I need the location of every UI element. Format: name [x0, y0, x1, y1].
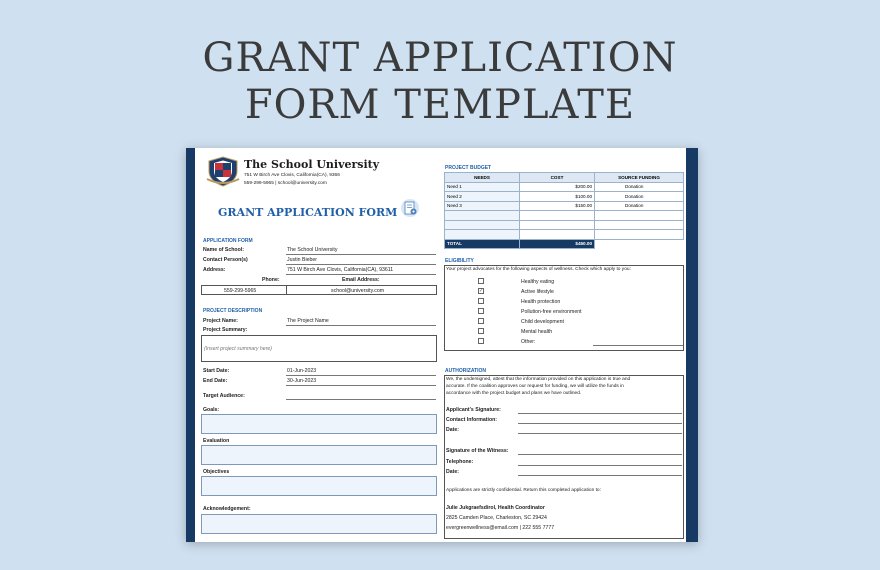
- budget-need[interactable]: Need 1: [445, 182, 520, 192]
- contact-information-label: Contact Information:: [446, 417, 498, 423]
- objectives-label: Objectives: [203, 469, 230, 475]
- target-audience-line: [286, 399, 436, 400]
- return-address: 2825 Camden Place, Charleston, SC 29424: [446, 515, 547, 521]
- eligibility-label: Child development: [521, 318, 564, 325]
- date-label-1: Date:: [446, 427, 459, 433]
- eligibility-label: Active lifestyle: [521, 288, 554, 295]
- budget-row: [445, 182, 684, 192]
- applicant-signature-label: Applicant's Signature:: [446, 407, 501, 413]
- project-budget-heading: PROJECT BUDGET: [445, 165, 492, 171]
- applicant-signature-line[interactable]: [518, 413, 682, 414]
- phone-label: Phone:: [262, 277, 280, 283]
- budget-col-source: SOURCE FUNDING: [595, 173, 684, 183]
- project-name-line: [286, 325, 436, 326]
- form-title: GRANT APPLICATION FORM: [218, 206, 398, 219]
- project-name-label: Project Name:: [203, 318, 238, 324]
- eligibility-label: Healthy eating: [521, 278, 555, 285]
- eligibility-checkbox[interactable]: [478, 318, 484, 324]
- page-title-line-1: GRANT APPLICATION: [202, 35, 678, 81]
- budget-source[interactable]: Donation: [595, 182, 684, 192]
- shield-logo-icon: [206, 155, 240, 187]
- target-audience-label: Target Audience:: [203, 393, 245, 399]
- budget-source[interactable]: Donation: [595, 201, 684, 211]
- authorization-text-1: We, the undersigned, attest that the information provided on this application is true and: [446, 377, 631, 382]
- school-name: The School University: [244, 158, 380, 171]
- budget-total-row: [445, 239, 684, 249]
- goals-box[interactable]: [201, 414, 437, 434]
- phone-value[interactable]: 559-299-5965: [224, 288, 257, 294]
- email-label: Email Address:: [342, 277, 380, 283]
- objectives-box[interactable]: [201, 476, 437, 496]
- budget-col-cost: COST: [520, 173, 595, 183]
- budget-cost[interactable]: $150.00: [520, 201, 595, 211]
- school-contact: 559-299-5965 | school@university.com: [244, 181, 327, 186]
- address-value[interactable]: 751 W Birch Ave Clovis, California(CA), 93611: [287, 267, 394, 273]
- start-date-value[interactable]: 01-Jun-2023: [287, 368, 317, 374]
- eligibility-checkbox[interactable]: [478, 328, 484, 334]
- contact-person-value[interactable]: Justin Bieber: [287, 257, 317, 263]
- budget-cost[interactable]: $100.00: [520, 192, 595, 202]
- project-description-heading: PROJECT DESCRIPTION: [203, 308, 263, 314]
- address-line: [286, 274, 436, 275]
- eligibility-label: Pollution-free environment: [521, 308, 582, 315]
- school-address: 751 W Birch Ave Clovis, California(CA), 9366: [244, 173, 340, 178]
- acknowledgement-box[interactable]: [201, 514, 437, 534]
- telephone-line[interactable]: [518, 465, 682, 466]
- eligibility-checkbox[interactable]: [478, 298, 484, 304]
- witness-signature-label: Signature of the Witness:: [446, 448, 509, 454]
- eligibility-checkbox[interactable]: ✓: [479, 288, 484, 294]
- start-date-line: [286, 375, 436, 376]
- page-title-line-2: FORM TEMPLATE: [244, 82, 636, 128]
- evaluation-box[interactable]: [201, 445, 437, 465]
- budget-row: [445, 201, 684, 211]
- end-date-value[interactable]: 30-Jun-2023: [287, 378, 317, 384]
- telephone-label: Telephone:: [446, 459, 474, 465]
- end-date-line: [286, 385, 436, 386]
- contact-person-label: Contact Person(s): [203, 257, 248, 263]
- date-line-1[interactable]: [518, 433, 682, 434]
- email-value[interactable]: school@university.com: [331, 288, 385, 294]
- gear-document-icon: [400, 198, 420, 218]
- date-label-2: Date:: [446, 469, 459, 475]
- project-summary-label: Project Summary:: [203, 327, 248, 333]
- application-form-heading: APPLICATION FORM: [203, 238, 253, 244]
- budget-col-needs: NEEDS: [445, 173, 520, 183]
- budget-cost[interactable]: $200.00: [520, 182, 595, 192]
- eligibility-label: Mental health: [521, 328, 553, 335]
- eligibility-label: Other:: [521, 338, 536, 345]
- project-summary-placeholder: (Insert project summary here): [204, 346, 273, 352]
- budget-row: [445, 192, 684, 202]
- school-name-label: Name of School:: [203, 247, 244, 253]
- budget-empty-row: [445, 230, 684, 240]
- eligibility-label: Health protection: [521, 298, 561, 305]
- goals-label: Goals:: [203, 407, 220, 413]
- address-label: Address:: [203, 267, 226, 273]
- acknowledgement-label: Acknowledgement:: [203, 506, 251, 512]
- start-date-label: Start Date:: [203, 368, 230, 374]
- confidential-note: Applications are strictly confidential. Return this completed application to:: [446, 488, 601, 493]
- eligibility-checkbox[interactable]: [478, 338, 484, 344]
- eligibility-intro: Your project advocates for the following aspects of wellness. Check which apply to you:: [446, 267, 631, 272]
- project-name-value[interactable]: The Project Name: [287, 318, 329, 324]
- phone-email-divider: [286, 285, 287, 295]
- right-accent-bar: [686, 148, 698, 542]
- eligibility-checkbox[interactable]: [478, 308, 484, 314]
- budget-total-label: TOTAL: [445, 239, 520, 249]
- eligibility-heading: ELIGIBILITY: [445, 258, 474, 264]
- end-date-label: End Date:: [203, 378, 228, 384]
- budget-empty-row: [445, 220, 684, 230]
- school-name-line: [286, 254, 436, 255]
- evaluation-label: Evaluation: [203, 438, 230, 444]
- authorization-text-3: accordance with the project budget and plans we have outlined.: [446, 391, 582, 396]
- left-accent-bar: [186, 148, 195, 542]
- budget-need[interactable]: Need 3: [445, 201, 520, 211]
- budget-need[interactable]: Need 2: [445, 192, 520, 202]
- budget-total-value: $450.00: [520, 239, 595, 249]
- contact-person-line: [286, 264, 436, 265]
- form-sheet: [186, 148, 698, 542]
- authorization-heading: AUTHORIZATION: [445, 368, 487, 374]
- date-line-2[interactable]: [518, 475, 682, 476]
- contact-information-line[interactable]: [518, 423, 682, 424]
- school-name-value[interactable]: The School University: [287, 247, 338, 253]
- return-contact: evergreenwellness@email.com | 222 555 7777: [446, 525, 555, 531]
- authorization-text-2: accurate. If the coalition approves our request for funding, we will utilize the funds in: [446, 384, 624, 389]
- budget-source[interactable]: Donation: [595, 192, 684, 202]
- return-name: Julie Jukgraefsdirol, Health Coordinator: [446, 505, 545, 511]
- budget-table: [444, 172, 684, 249]
- eligibility-checkbox[interactable]: [478, 278, 484, 284]
- other-line: [593, 345, 683, 346]
- witness-signature-line[interactable]: [518, 454, 682, 455]
- budget-empty-row: [445, 211, 684, 221]
